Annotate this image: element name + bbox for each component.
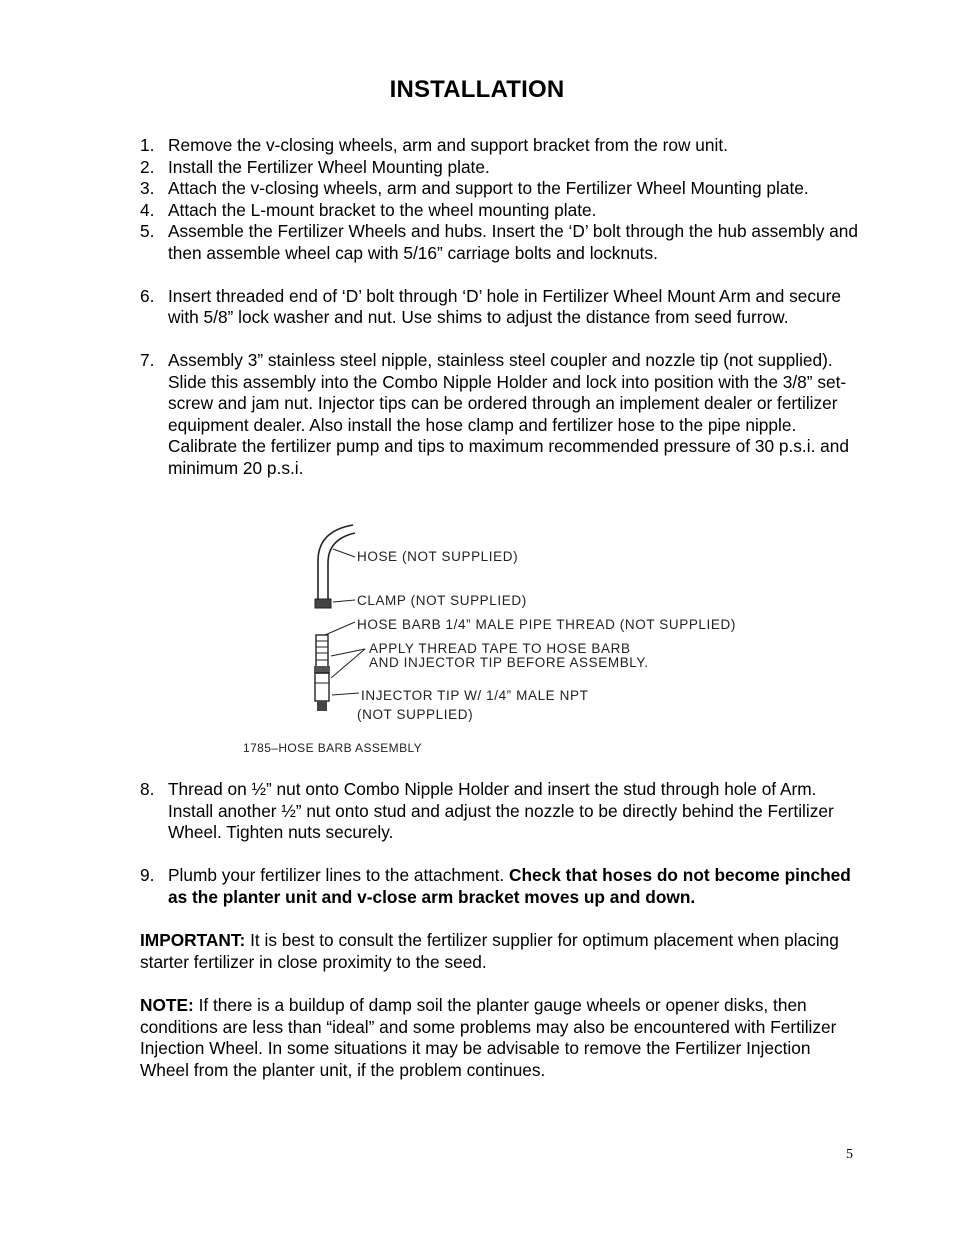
step-number: 5. [140, 221, 155, 241]
step-4 [140, 200, 860, 222]
step-text: Thread on ½” nut onto Combo Nipple Holder and insert the stud through hole of Arm. Install another ½” nut onto stud and adjust the nozzle to be directly behind the Fertilizer Wheel. Tighten nuts securely. [168, 779, 834, 842]
label-hose: HOSE (NOT SUPPLIED) [357, 549, 519, 564]
step-number: 2. [140, 156, 155, 177]
step-number: 9. [140, 865, 155, 885]
spacer [140, 264, 860, 286]
step-number: 8. [140, 779, 155, 799]
important-paragraph [140, 930, 860, 973]
step-text: Insert threaded end of ‘D’ bolt through ‘D’ hole in Fertilizer Wheel Mount Arm and secure with 5/8” lock washer and nut. Use shims to adjust the distance from seed furrow. [168, 285, 842, 327]
step-number: 6. [140, 285, 155, 306]
label-injector-tip: INJECTOR TIP W/ 1/4” MALE NPT [361, 688, 589, 703]
step-warning: Check that hoses do not become pinched as the planter unit and v-close arm bracket moves up and down. [168, 865, 851, 907]
page-title: INSTALLATION [389, 76, 565, 103]
label-thread-tape-1: APPLY THREAD TAPE TO HOSE BARB [369, 641, 631, 656]
step-text: Attach the v-closing wheels, arm and support to the Fertilizer Wheel Mounting plate. [168, 178, 809, 198]
note-text: If there is a buildup of damp soil the planter gauge wheels or opener disks, then conditions are less than “ideal” and some problems may also be encountered with Fertilizer Injection Wheel. In some situations it may be advisable to remove the Fertilizer Injection Wheel from the planter unit, if the problem continues. [140, 995, 837, 1080]
step-3 [140, 178, 860, 200]
step-number: 1. [140, 135, 155, 155]
important-text: It is best to consult the fertilizer supplier for optimum placement when placing starter fertilizer in close proximity to the seed. [140, 930, 839, 972]
step-2 [140, 157, 860, 179]
label-thread-tape-2: AND INJECTOR TIP BEFORE ASSEMBLY. [369, 655, 649, 670]
step-text: Attach the L-mount bracket to the wheel mounting plate. [168, 199, 597, 220]
installation-steps-continued [140, 779, 860, 908]
step-number: 4. [140, 199, 155, 220]
spacer [140, 844, 860, 866]
step-6 [140, 286, 860, 329]
step-1 [140, 135, 860, 157]
important-label: IMPORTANT: [140, 930, 246, 950]
step-number: 3. [140, 178, 155, 198]
step-8 [140, 779, 860, 844]
hose-barb-assembly-drawing [215, 523, 775, 763]
step-number: 7. [140, 350, 155, 370]
step-5 [140, 221, 860, 264]
label-clamp: CLAMP (NOT SUPPLIED) [357, 593, 527, 608]
installation-steps [140, 135, 860, 479]
step-text: Plumb your fertilizer lines to the attachment. [168, 865, 509, 885]
spacer [140, 329, 860, 351]
hose-barb-assembly-figure [215, 523, 775, 763]
step-text: Install the Fertilizer Wheel Mounting plate. [168, 156, 490, 177]
figure-caption: 1785–HOSE BARB ASSEMBLY [243, 741, 423, 755]
label-injector-tip-supply: (NOT SUPPLIED) [357, 707, 474, 722]
step-9 [140, 865, 860, 908]
step-text: Assemble the Fertilizer Wheels and hubs. Insert the ‘D’ bolt through the hub assembly and then assemble wheel cap with 5/16” carriage bolts and locknuts. [168, 221, 859, 263]
page-number: 5 [846, 1147, 853, 1162]
label-hose-barb: HOSE BARB 1/4” MALE PIPE THREAD (NOT SUPPLIED) [357, 617, 736, 632]
step-text: Assembly 3” stainless steel nipple, stainless steel coupler and nozzle tip (not supplied). Slide this assembly into the Combo Nipple Holder and lock into position with the 3/8” set-screw and jam nut. Injector tips can be ordered through an implement dealer or fertilizer equipment dealer. Also install the hose clamp and fertilizer hose to the pipe nipple. Calibrate the fertilizer pump and tips to maximum recommended pressure of 30 p.s.i. and minimum 20 p.s.i. [168, 350, 850, 478]
note-label: NOTE: [140, 995, 194, 1015]
step-7 [140, 350, 860, 479]
step-text: Remove the v-closing wheels, arm and support bracket from the row unit. [168, 135, 728, 155]
note-paragraph [140, 995, 860, 1081]
